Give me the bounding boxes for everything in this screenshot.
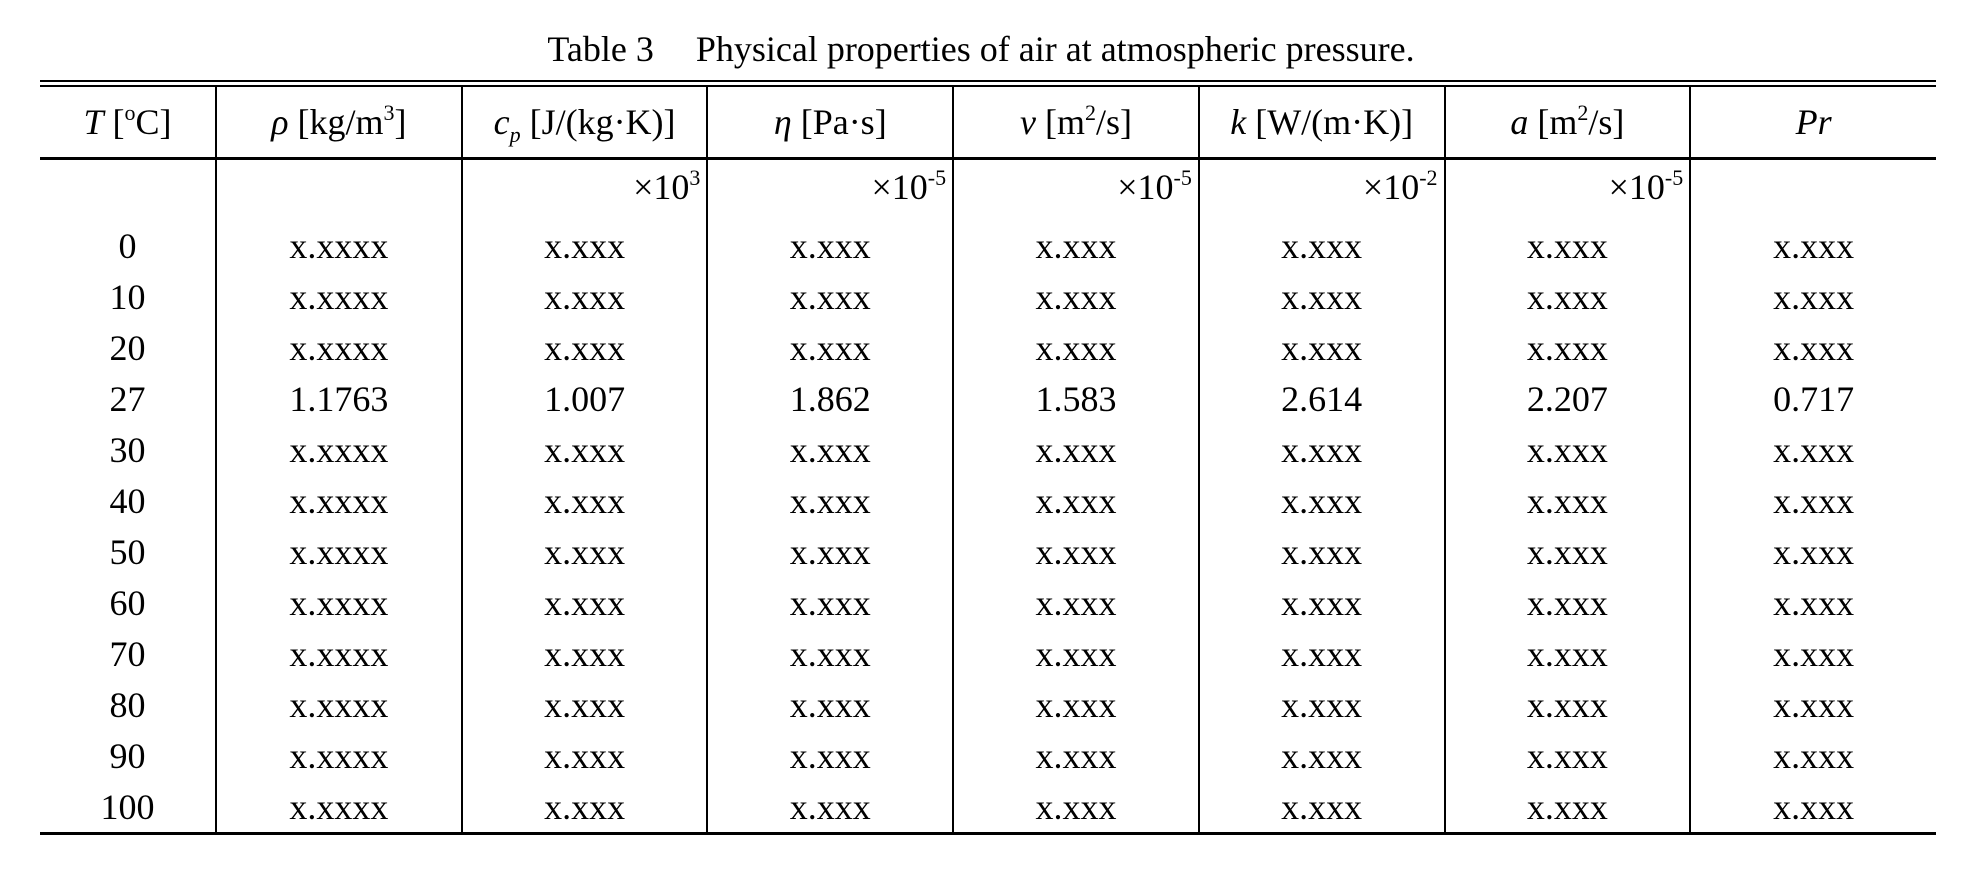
table-cell-a: x.xxx <box>1445 475 1691 526</box>
table-cell-nu: x.xxx <box>953 577 1199 628</box>
table-cell-cp: 1.007 <box>462 373 708 424</box>
table-cell-nu: x.xxx <box>953 220 1199 271</box>
table-cell-k: x.xxx <box>1199 322 1445 373</box>
air-properties-table <box>40 80 1936 835</box>
scale-cell-k: $\times 10^{-2}$ <box>1199 159 1445 221</box>
table-cell-eta: x.xxx <box>707 781 953 834</box>
table-cell-eta: x.xxx <box>707 220 953 271</box>
scale-cell-empty <box>40 159 216 221</box>
table-cell-a: x.xxx <box>1445 424 1691 475</box>
scale-cell-empty <box>1690 159 1936 221</box>
table-cell-k: x.xxx <box>1199 781 1445 834</box>
table-cell-nu: x.xxx <box>953 475 1199 526</box>
table-cell-cp: x.xxx <box>462 781 708 834</box>
table-row <box>40 628 1936 679</box>
table-cell-k: x.xxx <box>1199 424 1445 475</box>
table-cell-eta: x.xxx <box>707 679 953 730</box>
header-kinematic-viscosity: ν $[m^2/s]$ <box>953 84 1199 159</box>
table-cell-eta: x.xxx <box>707 322 953 373</box>
table-cell-nu: x.xxx <box>953 730 1199 781</box>
table-row <box>40 679 1936 730</box>
table-cell-T: 70 <box>109 633 146 674</box>
table-cell-cp: x.xxx <box>462 679 708 730</box>
table-cell-a: x.xxx <box>1445 526 1691 577</box>
table-cell-k: x.xxx <box>1199 475 1445 526</box>
table-cell-Pr: x.xxx <box>1690 322 1936 373</box>
table-cell-k: x.xxx <box>1199 730 1445 781</box>
table-container <box>40 80 1936 835</box>
table-cell-T: 90 <box>109 735 146 776</box>
table-cell-nu: x.xxx <box>953 424 1199 475</box>
header-temperature: T [$^o$C] <box>40 84 216 159</box>
table-caption-text: Physical properties of air at atmospheric pressure. <box>695 29 1415 69</box>
table-row <box>40 577 1936 628</box>
table-cell-Pr: x.xxx <box>1690 781 1936 834</box>
table-cell-T: 40 <box>109 480 146 521</box>
table-cell-a: x.xxx <box>1445 220 1691 271</box>
table-cell-cp: x.xxx <box>462 322 708 373</box>
table-cell-nu: x.xxx <box>953 322 1199 373</box>
table-cell-a: x.xxx <box>1445 271 1691 322</box>
table-caption <box>0 24 1962 74</box>
table-cell-a: 2.207 <box>1445 373 1691 424</box>
table-cell-eta: x.xxx <box>707 577 953 628</box>
header-row <box>40 84 1936 159</box>
table-row <box>40 271 1936 322</box>
table-cell-a: x.xxx <box>1445 781 1691 834</box>
scale-factor-row <box>40 159 1936 221</box>
table-cell-Pr: x.xxx <box>1690 730 1936 781</box>
table-caption-label: Table 3 <box>547 29 654 69</box>
table-cell-nu: 1.583 <box>953 373 1199 424</box>
table-cell-rho: x.xxxx <box>216 220 462 271</box>
table-row <box>40 526 1936 577</box>
table-cell-k: x.xxx <box>1199 220 1445 271</box>
table-row <box>40 220 1936 271</box>
table-cell-eta: x.xxx <box>707 475 953 526</box>
table-cell-T: 0 <box>118 225 137 266</box>
table-cell-rho: x.xxxx <box>216 679 462 730</box>
table-cell-nu: x.xxx <box>953 271 1199 322</box>
table-cell-T: 20 <box>109 327 146 368</box>
table-cell-Pr: x.xxx <box>1690 577 1936 628</box>
table-cell-k: x.xxx <box>1199 577 1445 628</box>
table-cell-cp: x.xxx <box>462 526 708 577</box>
table-row <box>40 781 1936 834</box>
table-cell-T: 60 <box>109 582 146 623</box>
table-cell-nu: x.xxx <box>953 628 1199 679</box>
table-cell-T: 27 <box>109 378 146 419</box>
table-cell-cp: x.xxx <box>462 730 708 781</box>
table-cell-k: x.xxx <box>1199 628 1445 679</box>
table-cell-Pr: x.xxx <box>1690 679 1936 730</box>
table-cell-Pr: 0.717 <box>1690 373 1936 424</box>
header-density: ρ $[kg/m^3]$ <box>216 84 462 159</box>
scale-cell-nu: $\times 10^{-5}$ <box>953 159 1199 221</box>
table-cell-eta: x.xxx <box>707 424 953 475</box>
scale-cell-cp: $\times 10^3$ <box>462 159 708 221</box>
table-cell-T: 50 <box>109 531 146 572</box>
table-cell-nu: x.xxx <box>953 679 1199 730</box>
table-cell-k: x.xxx <box>1199 526 1445 577</box>
table-cell-nu: x.xxx <box>953 526 1199 577</box>
table-cell-T: 80 <box>109 684 146 725</box>
table-cell-rho: x.xxxx <box>216 730 462 781</box>
table-cell-rho: 1.1763 <box>216 373 462 424</box>
table-cell-T: 100 <box>40 781 216 834</box>
table-cell-cp: x.xxx <box>462 271 708 322</box>
header-dynamic-viscosity: η [Pa·s] <box>707 84 953 159</box>
table-row <box>40 373 1936 424</box>
header-prandtl-number: Pr <box>1690 84 1936 159</box>
table-cell-Pr: x.xxx <box>1690 424 1936 475</box>
table-cell-cp: x.xxx <box>462 628 708 679</box>
table-cell-rho: x.xxxx <box>216 271 462 322</box>
table-cell-rho: x.xxxx <box>216 424 462 475</box>
table-cell-cp: x.xxx <box>462 577 708 628</box>
table-row <box>40 475 1936 526</box>
table-cell-eta: x.xxx <box>707 628 953 679</box>
table-cell-Pr: x.xxx <box>1690 526 1936 577</box>
table-cell-k: x.xxx <box>1199 271 1445 322</box>
table-cell-k: x.xxx <box>1199 679 1445 730</box>
table-cell-eta: x.xxx <box>707 271 953 322</box>
table-cell-nu: x.xxx <box>953 781 1199 834</box>
table-cell-Pr: x.xxx <box>1690 220 1936 271</box>
table-cell-rho: x.xxxx <box>216 781 462 834</box>
table-cell-a: x.xxx <box>1445 577 1691 628</box>
header-thermal-diffusivity: a $[m^2/s]$ <box>1445 84 1691 159</box>
table-cell-a: x.xxx <box>1445 730 1691 781</box>
table-row <box>40 322 1936 373</box>
header-thermal-conductivity: k [W/(m·K)] <box>1199 84 1445 159</box>
table-cell-Pr: x.xxx <box>1690 271 1936 322</box>
table-cell-a: x.xxx <box>1445 322 1691 373</box>
table-cell-T: 30 <box>109 429 146 470</box>
table-row <box>40 424 1936 475</box>
scale-cell-a: $\times 10^{-5}$ <box>1445 159 1691 221</box>
table-cell-eta: x.xxx <box>707 526 953 577</box>
table-cell-cp: x.xxx <box>462 424 708 475</box>
scale-cell-empty <box>216 159 462 221</box>
table-cell-cp: x.xxx <box>462 475 708 526</box>
table-cell-cp: x.xxx <box>462 220 708 271</box>
header-specific-heat: $c_p$ [J/(kg·K)] <box>462 84 708 159</box>
table-cell-rho: x.xxxx <box>216 577 462 628</box>
scale-cell-eta: $\times 10^{-5}$ <box>707 159 953 221</box>
table-row <box>40 730 1936 781</box>
table-cell-eta: x.xxx <box>707 730 953 781</box>
table-cell-rho: x.xxxx <box>216 322 462 373</box>
table-cell-Pr: x.xxx <box>1690 475 1936 526</box>
table-cell-a: x.xxx <box>1445 679 1691 730</box>
table-cell-a: x.xxx <box>1445 628 1691 679</box>
table-cell-rho: x.xxxx <box>216 475 462 526</box>
table-cell-k: 2.614 <box>1199 373 1445 424</box>
table-cell-T: 10 <box>109 276 146 317</box>
table-cell-rho: x.xxxx <box>216 526 462 577</box>
table-cell-rho: x.xxxx <box>216 628 462 679</box>
table-cell-eta: 1.862 <box>707 373 953 424</box>
table-cell-Pr: x.xxx <box>1690 628 1936 679</box>
